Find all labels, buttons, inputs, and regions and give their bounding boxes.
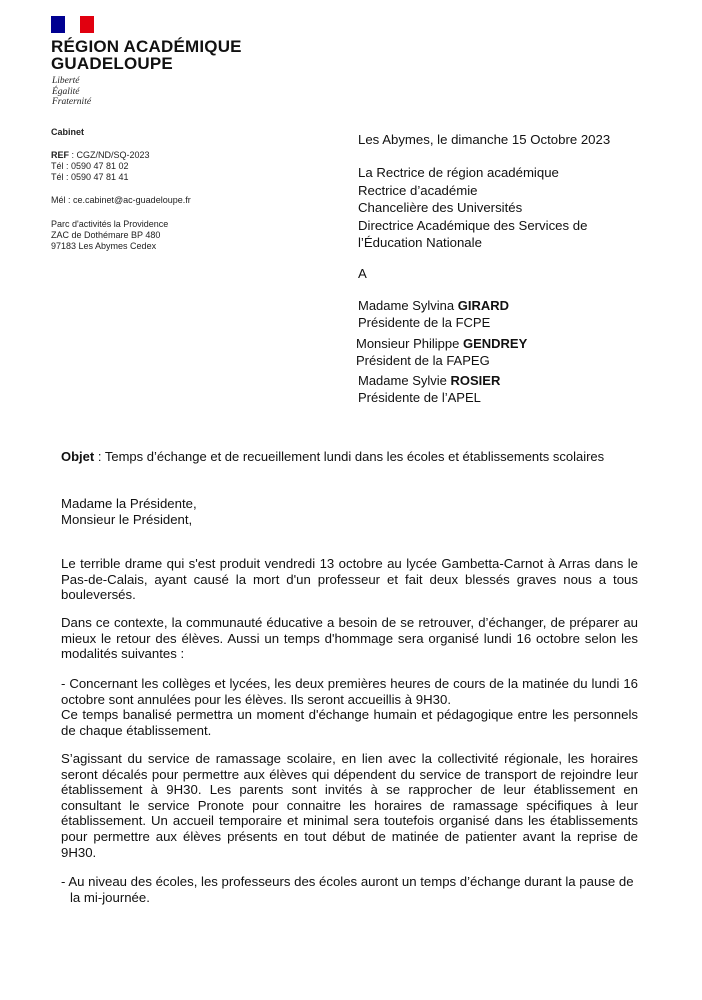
recipient-name: Madame Sylvie bbox=[358, 373, 451, 388]
body-paragraph: Ce temps banalisé permettra un moment d'échange humain et pédagogique entre les personnels de chaque établissement. bbox=[61, 707, 638, 738]
recipient-name: Madame Sylvina bbox=[358, 298, 458, 313]
subject-text: : Temps d’échange et de recueillement lundi dans les écoles et établissements scolaires bbox=[94, 449, 605, 464]
recipient bbox=[356, 336, 527, 369]
place-date: Les Abymes, le dimanche 15 Octobre 2023 bbox=[358, 132, 611, 147]
sender-line: l’Éducation Nationale bbox=[358, 235, 482, 250]
address-line: ZAC de Dothémare BP 480 bbox=[51, 230, 161, 240]
subject-line bbox=[61, 449, 604, 464]
recipient-role: Présidente de l’APEL bbox=[358, 389, 481, 405]
reference-label: REF bbox=[51, 150, 69, 160]
sender-line: Chancelière des Universités bbox=[358, 200, 523, 215]
sender-line: Directrice Académique des Services de bbox=[358, 217, 588, 233]
marianne-flag-logo bbox=[51, 16, 94, 33]
address-line: 97183 Les Abymes Cedex bbox=[51, 241, 157, 251]
motto-line: Liberté bbox=[52, 76, 80, 86]
motto-line: Fraternité bbox=[52, 97, 92, 107]
org-line-2: GUADELOUPE bbox=[51, 54, 173, 73]
recipient-name: Monsieur Philippe bbox=[356, 336, 463, 351]
body-paragraph: Dans ce contexte, la communauté éducative a besoin de se retrouver, d’échanger, de préparer au mieux le retour des élèves. Aussi un temps d'hommage sera organisé lundi 16 octobre selon les modalités suivantes : bbox=[61, 615, 638, 662]
republic-motto bbox=[52, 76, 91, 108]
bullet-paragraph: - Concernant les collèges et lycées, les deux premières heures de cours de la matinée du lundi 16 octobre sont annulées pour les élèves. Ils seront accueillis à 9H30. bbox=[61, 676, 638, 707]
email-line: Mél : ce.cabinet@ac-guadeloupe.fr bbox=[51, 195, 191, 205]
reference-value: : CGZ/ND/SQ-2023 bbox=[69, 150, 150, 160]
recipient-surname: GENDREY bbox=[462, 336, 528, 351]
address-line: Parc d'activités la Providence bbox=[51, 219, 169, 229]
salutation-line: Madame la Présidente, bbox=[61, 496, 197, 511]
recipient-surname: GIRARD bbox=[457, 298, 509, 313]
recipient bbox=[358, 373, 500, 406]
bullet-paragraph: - Au niveau des écoles, les professeurs des écoles auront un temps d’échange durant la pause de la mi-journée. bbox=[61, 874, 634, 905]
recipient-role: Président de la FAPEG bbox=[356, 352, 490, 368]
organization-name bbox=[51, 38, 242, 72]
phone-1: Tél : 0590 47 81 02 bbox=[51, 161, 129, 171]
salutation bbox=[61, 496, 197, 528]
body-paragraph: Le terrible drame qui s'est produit vendredi 13 octobre au lycée Gambetta-Carnot à Arras dans le Pas-de-Calais, ayant causé la mort d'un professeur et fait deux blessés graves nous a tous bouleversés. bbox=[61, 556, 638, 603]
phone-2: Tél : 0590 47 81 41 bbox=[51, 172, 129, 182]
sender-block bbox=[358, 164, 587, 252]
salutation-line: Monsieur le Président, bbox=[61, 511, 193, 527]
recipient bbox=[358, 298, 509, 331]
body-paragraph: S’agissant du service de ramassage scolaire, en lien avec la collectivité régionale, les horaires seront décalés pour permettre aux élèves qui dépendent du service de transport de rejoindre leur établissement à 9H30. Les parents sont invités à se rapprocher de leur établissement en consultant le service Pronote pour connaitre les horaires de ramassage spécifiques à leur établissement. Un accueil temporaire et minimal sera toutefois organisé dans les établissements pour permettre aux élèves présents en tout début de matinée de patienter avant la reprise de 9H30. bbox=[61, 751, 638, 860]
flag-red-band bbox=[80, 16, 94, 33]
subject-label: Objet bbox=[61, 449, 95, 464]
sender-line: Rectrice d’académie bbox=[358, 182, 478, 198]
sender-line: La Rectrice de région académique bbox=[358, 165, 559, 180]
reference-line bbox=[51, 150, 150, 161]
motto-line: Égalité bbox=[52, 86, 80, 97]
flag-white-band bbox=[65, 16, 80, 33]
recipient-role: Présidente de la FCPE bbox=[358, 314, 491, 330]
flag-blue-band bbox=[51, 16, 65, 33]
service-name: Cabinet bbox=[51, 127, 85, 137]
recipient-surname: ROSIER bbox=[450, 373, 501, 388]
to-marker: A bbox=[358, 266, 367, 281]
org-line-1: RÉGION ACADÉMIQUE bbox=[51, 37, 242, 56]
